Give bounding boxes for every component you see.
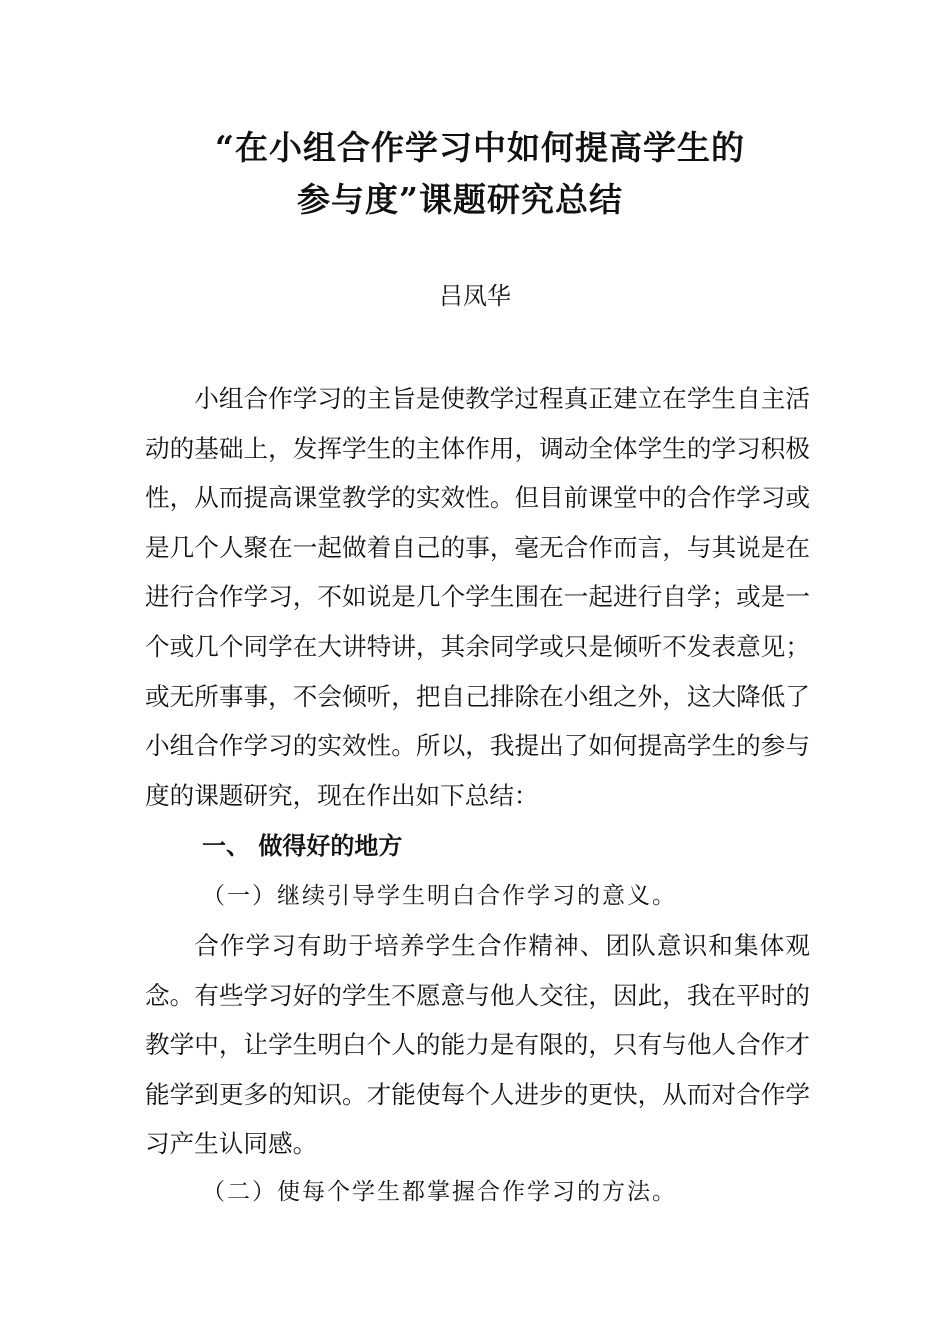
subsection-heading-2: （二）使每个学生都掌握合作学习的方法。 [202,1179,677,1205]
intro-paragraph [145,374,810,820]
document-title [0,122,950,226]
subsection-heading-1: （一）继续引导学生明白合作学习的意义。 [202,883,677,909]
title-line-1: “在小组合作学习中如何提高学生的 [215,128,745,167]
intro-paragraph-text: 小组合作学习的主旨是使教学过程真正建立在学生自主活动的基础上，发挥学生的主体作用，调动全体学生的学习积极性，从而提高课堂教学的实效性。但目前课堂中的合作学习或是几个人聚在一起做着自己的事，毫无合作而言，与其说是在进行合作学习，不如说是几个学生围在一起进行自学；或是一个或几个同学在大讲特讲，其余同学或只是倾听不发表意见；或无所事事，不会倾听，把自己排除在小组之外，这大降低了小组合作学习的实效性。所以，我提出了如何提高学生的参与度的课题研究，现在作出如下总结： [145,384,810,810]
author-name: 吕凤华 [439,282,511,310]
body-paragraph-2 [145,921,810,1169]
section-heading-1: 一、 做得好的地方 [202,832,403,860]
title-line-2: 参与度”课题研究总结 [297,180,623,219]
body-paragraph-2-text: 合作学习有助于培养学生合作精神、团队意识和集体观念。有些学习好的学生不愿意与他人交往，因此，我在平时的教学中，让学生明白个人的能力是有限的，只有与他人合作才能学到更多的知识。才能使每个人进步的更快，从而对合作学习产生认同感。 [145,931,810,1159]
